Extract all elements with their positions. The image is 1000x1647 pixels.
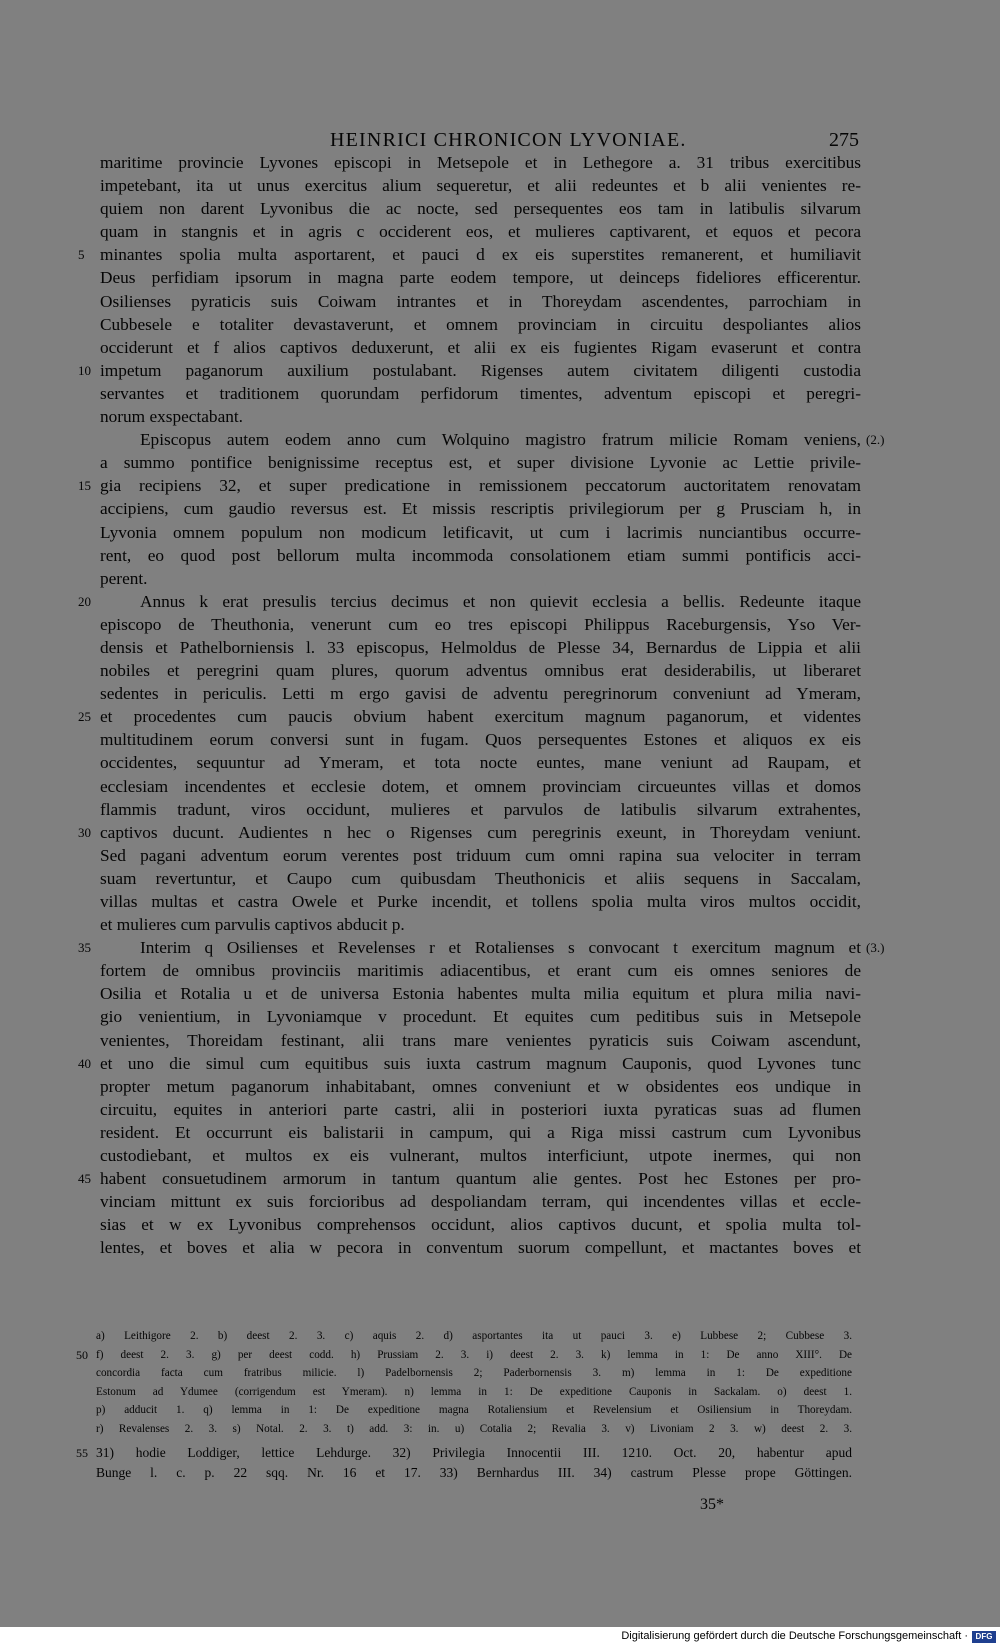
line-number: 25 <box>78 709 91 725</box>
text-line <box>100 728 861 751</box>
text-line <box>100 751 861 774</box>
line-text: et procedentes cum paucis obvium habent exercitum magnum paganorum, et videntes <box>100 707 861 727</box>
text-line <box>100 521 861 544</box>
line-text: Osilienses pyraticis suis Coiwam intrantes et in Thoreydam ascendentes, parrochiam in <box>100 291 861 311</box>
text-line <box>100 1121 861 1144</box>
line-text: a summo pontifice benignissime receptus est, et super divisione Lyvonie ac Lettie privile- <box>100 453 861 473</box>
text-line <box>100 1075 861 1098</box>
text-line <box>100 336 861 359</box>
line-text: et uno die simul cum equitibus suis iuxta castrum magnum Cauponis, quod Lyvones tunc <box>100 1053 861 1073</box>
text-line <box>78 821 861 844</box>
text-line <box>100 844 861 867</box>
running-head: HEINRICI CHRONICON LYVONIAE. <box>330 129 687 151</box>
line-text: Estonum ad Ydumee (corrigendum est Ymeram). n) lemma in 1: De expeditione Cauponis in Sackalam. o) deest 1. <box>96 1385 852 1398</box>
line-text: f) deest 2. 3. g) per deest codd. h) Prussiam 2. 3. i) deest 2. 3. k) lemma in 1: De anno XIII°. De <box>96 1348 852 1361</box>
signature-mark: 35* <box>700 1496 724 1513</box>
line-text: rent, eo quod post bellorum multa incommoda consolationem etiam summi pontificis acci- <box>100 545 861 565</box>
text-line <box>100 613 861 636</box>
line-number: 40 <box>78 1055 91 1071</box>
line-text: quam in stangnis et in agris c occiderent eos, et mulieres captivarent, et equos et pecora <box>100 222 861 242</box>
text-line <box>78 359 861 382</box>
line-text: accipiens, cum gaudio reversus est. Et missis rescriptis privilegiorum per g Prusciam h, in <box>100 499 861 519</box>
text-line <box>100 659 861 682</box>
critical-apparatus <box>76 1327 852 1438</box>
note-line <box>96 1464 852 1484</box>
text-line <box>78 474 861 497</box>
historical-notes <box>76 1444 852 1484</box>
line-text: Sed pagani adventum eorum verentes post triduum cum omni rapina sua velociter in terram <box>100 845 861 865</box>
text-line <box>100 405 861 428</box>
text-line <box>100 636 861 659</box>
line-text: quiem non darent Lyvonibus die ac nocte, sed persequentes eos tam in latibulis silvarum <box>100 199 861 219</box>
text-line <box>78 705 861 728</box>
text-line <box>100 290 861 313</box>
line-text: Lyvonia omnem populum non modicum letificavit, ut cum i lacrimis nunciantibus occurre- <box>100 522 861 542</box>
text-line <box>78 243 861 266</box>
text-line <box>100 1144 861 1167</box>
line-text: venientes, Thoreidam festinant, alii trans mare venientes pyraticis suis Coiwam ascendunt, <box>100 1030 861 1050</box>
line-text: nobiles et peregrini quam plures, quorum adventus omnibus erat desiderabilis, ut liberaret <box>100 661 861 681</box>
text-line <box>100 1213 861 1236</box>
main-text-block <box>78 151 885 1260</box>
text-line <box>100 890 861 913</box>
apparatus-line <box>96 1401 852 1420</box>
line-text: impetebant, ita ut unus exercitus alium sequeretur, et alii redeuntes et b alii venientes re- <box>100 176 861 196</box>
text-line <box>100 151 861 174</box>
text-line <box>100 567 861 590</box>
text-line <box>100 1236 861 1259</box>
line-text: episcopo de Theuthonia, venerunt cum eo tres episcopi Philippus Raceburgensis, Yso Ver- <box>100 614 861 634</box>
text-line <box>78 1052 861 1075</box>
line-text: multitudinem eorum conversi sunt in fugam. Quos persequentes Estones et aliquos ex eis <box>100 730 861 750</box>
line-text: minantes spolia multa asportarent, et pauci d ex eis superstites remanerent, et humiliavit <box>100 245 861 265</box>
text-line <box>100 682 861 705</box>
dfg-footer-bar <box>0 1627 1000 1647</box>
apparatus-line <box>96 1420 852 1439</box>
text-line <box>78 1167 861 1190</box>
dfg-credit-text: Digitalisierung gefördert durch die Deutsche Forschungsgemeinschaft · <box>621 1630 968 1642</box>
text-line <box>100 867 861 890</box>
apparatus-line <box>96 1327 852 1346</box>
line-text: densis et Pathelborniensis l. 33 episcopus, Helmoldus de Plesse 34, Bernardus de Lippia et alii <box>100 637 861 657</box>
note-line <box>76 1444 852 1464</box>
text-line <box>100 1029 861 1052</box>
text-line <box>100 1190 861 1213</box>
line-text: gia recipiens 32, et super predicatione in remissionem peccatorum auctoritatem renovatam <box>100 476 861 496</box>
text-line <box>100 197 861 220</box>
line-number: 30 <box>78 824 91 840</box>
text-line <box>100 266 861 289</box>
line-text: impetum paganorum auxilium postulabant. Rigenses autem civitatem diligenti custodia <box>100 360 861 380</box>
line-text: lentes, et boves et alia w pecora in conventum suorum compellunt, et mactantes boves et <box>100 1238 861 1258</box>
apparatus-line <box>96 1364 852 1383</box>
line-text: resident. Et occurrunt eis balistarii in campum, qui a Riga missi castrum cum Lyvonibus <box>100 1122 861 1142</box>
line-text: a) Leithigore 2. b) deest 2. 3. c) aquis 2. d) asportantes ita ut pauci 3. e) Lubbese 2; Cubbese 3. <box>96 1330 852 1342</box>
line-text: 31) hodie Loddiger, lettice Lehdurge. 32) Privilegia Innocentii III. 1210. Oct. 20, habentur apud <box>96 1445 852 1460</box>
line-text: et mulieres cum parvulis captivos abducit p. <box>100 915 405 935</box>
line-text: sedentes in periculis. Letti m ergo gavisi de adventu peregrinorum conveniunt ad Ymeram, <box>100 684 861 704</box>
line-text: p) adducit 1. q) lemma in 1: De expeditione magna Rotaliensium et Revelensium et Osiliensium in Thoreydam. <box>96 1404 852 1416</box>
line-text: circuitu, equites in anteriori parte castri, alii in posteriori iuxta pyraticas suas ad flumen <box>100 1099 861 1119</box>
line-text: Interim q Osilienses et Revelenses r et Rotalienses s convocant t exercitum magnum et <box>140 938 861 958</box>
text-line <box>100 982 861 1005</box>
line-text: propter metum paganorum inhabitabant, omnes conveniunt et w obsidentes eos undique in <box>100 1076 861 1096</box>
line-text: sias et w ex Lyvonibus comprehensos occidunt, alios captivos ducunt, et spolia multa tol- <box>100 1215 861 1235</box>
line-number: 50 <box>76 1347 88 1362</box>
line-number: 15 <box>78 478 91 494</box>
line-text: vinciam mittunt ex suis forcioribus ad despoliandam terram, qui incendentes villas et eccle- <box>100 1192 861 1212</box>
line-text: Bunge l. c. p. 22 sqq. Nr. 16 et 17. 33) Bernhardus III. 34) castrum Plesse prope Göttingen. <box>96 1465 852 1480</box>
line-text: perent. <box>100 568 148 588</box>
apparatus-line <box>96 1383 852 1402</box>
text-line <box>78 590 861 613</box>
line-text: custodiebant, et multos ex eis vulnerant, multos interficiunt, utpote inermes, qui non <box>100 1146 861 1166</box>
line-text: maritime provincie Lyvones episcopi in Metsepole et in Lethegore a. 31 tribus exercitibus <box>100 153 861 172</box>
margin-note: (2.) <box>866 432 885 448</box>
line-number: 20 <box>78 593 91 609</box>
line-text: Annus k erat presulis tercius decimus et non quievit ecclesia a bellis. Redeunte itaque <box>140 591 861 611</box>
line-number: 5 <box>78 247 85 263</box>
line-text: Deus perfidiam ipsorum in magna parte eodem tempore, ut deinceps fideliores efficerentur. <box>100 268 861 288</box>
line-text: gio venientium, in Lyvoniamque v procedunt. Et equites cum peditibus suis in Metsepole <box>100 1007 861 1027</box>
text-line <box>100 451 861 474</box>
text-line <box>100 544 861 567</box>
line-text: ecclesiam incendentes et ecclesie dotem, et omnem provinciam circueuntes villas et domos <box>100 776 861 796</box>
line-text: Cubbesele e totaliter devastaverunt, et omnem provinciam in circuitu despoliantes alios <box>100 314 861 334</box>
text-line <box>100 798 861 821</box>
line-text: servantes et traditionem quorundam perfidorum timentes, adventum episcopi et peregri- <box>100 383 861 403</box>
line-text: norum exspectabant. <box>100 407 244 427</box>
text-line <box>100 220 861 243</box>
line-text: Osilia et Rotalia u et de universa Estonia habentes multa milia equitum et plura milia navi- <box>100 984 861 1004</box>
page-number: 275 <box>829 129 859 151</box>
line-text: villas multas et castra Owele et Purke incendit, et tollens spolia multa viros multos occidit, <box>100 892 861 911</box>
text-line <box>100 1005 861 1028</box>
text-line <box>100 913 861 936</box>
line-text: occidentes, sequuntur ad Ymeram, et tota nocte euntes, mane veniunt ad Raupam, et <box>100 753 861 773</box>
text-line <box>100 313 861 336</box>
line-text: fortem de omnibus provinciis maritimis adiacentibus, et erant cum eis omnes seniores de <box>100 961 861 981</box>
text-line <box>78 936 885 959</box>
line-text: occiderunt et f alios captivos deduxerunt, et alii ex eis fugientes Rigam evaserunt et contra <box>100 337 861 357</box>
line-text: captivos ducunt. Audientes n hec o Rigenses cum peregrinis exeunt, in Thoreydam veniunt. <box>100 822 861 842</box>
apparatus-line <box>76 1346 852 1365</box>
text-line <box>100 382 861 405</box>
margin-note: (3.) <box>866 940 885 956</box>
text-line <box>100 174 861 197</box>
line-text: Episcopus autem eodem anno cum Wolquino magistro fratrum milicie Romam veniens, <box>140 430 861 450</box>
line-number: 35 <box>78 940 91 956</box>
line-number: 55 <box>76 1446 88 1460</box>
line-text: concordia facta cum fratribus milicie. l) Padelbornensis 2; Paderbornensis 3. m) lemma in 1: De expeditione <box>96 1367 852 1379</box>
text-line <box>100 428 885 451</box>
text-line <box>100 1098 861 1121</box>
line-number: 10 <box>78 362 91 378</box>
line-text: r) Revalenses 2. 3. s) Notal. 2. 3. t) add. 3: in. u) Cotalia 2; Revalia 3. v) Livoniam 2 3. w) deest 2. 3. <box>96 1422 852 1435</box>
text-line <box>100 959 861 982</box>
dfg-logo-icon: DFG <box>972 1631 996 1643</box>
text-line <box>100 775 861 798</box>
line-number: 45 <box>78 1171 91 1187</box>
line-text: suam revertuntur, et Caupo cum quibusdam Theuthonicis et aliis sequens in Saccalam, <box>100 868 861 888</box>
text-line <box>100 497 861 520</box>
line-text: flammis tradunt, viros occidunt, mulieres et parvulos de latibulis silvarum extrahentes, <box>100 799 861 819</box>
line-text: habent consuetudinem armorum in tantum quantum alie gentes. Post hec Estones per pro- <box>100 1169 861 1189</box>
